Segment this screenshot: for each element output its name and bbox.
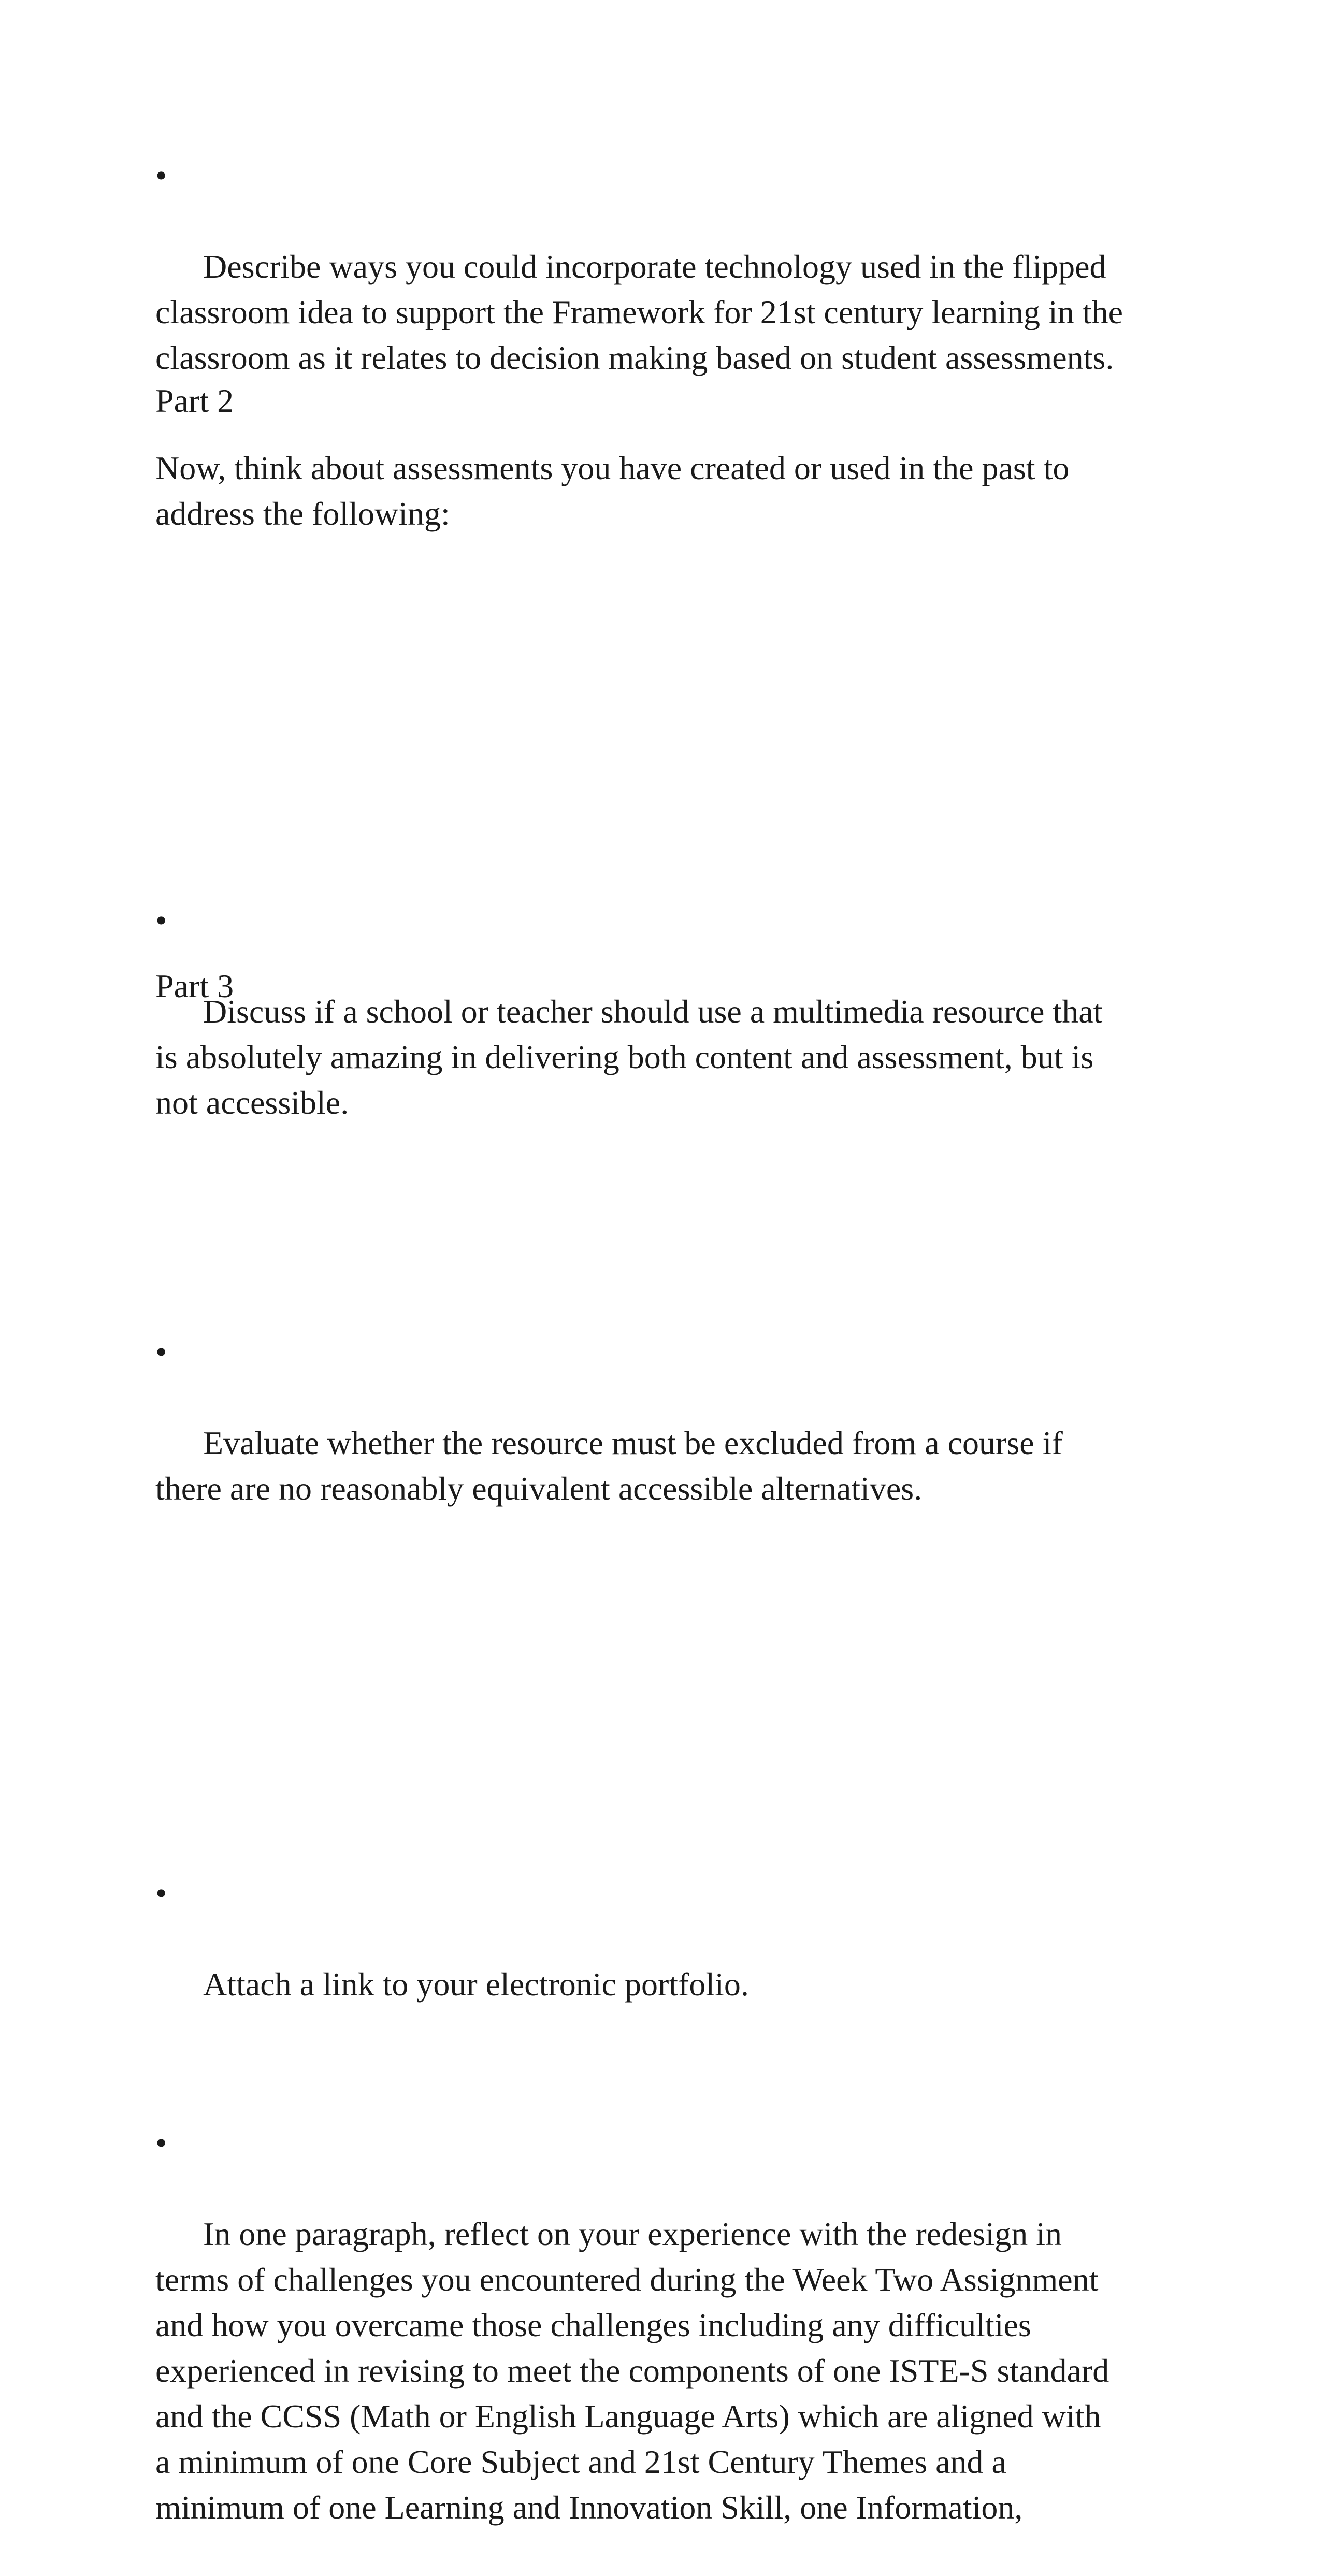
bullet-text: Attach a link to your electronic portfolio. (203, 1966, 749, 2003)
section-intro: Now, think about assessments you have created or used in the past to address the following: (155, 450, 1070, 532)
bullet-item (155, 1329, 1191, 1557)
bullet-item (155, 1870, 1191, 2053)
bullet-text: Describe ways you could incorporate technology used in the flipped classroom idea to support the Framework for 21st century learning in the classroom as it relates to decision making based on student assessments. (155, 248, 1123, 376)
bullet-text: Discuss if a school or teacher should use a multimedia resource that is absolutely amazing in delivering both content and assessment, but is not accessible. (155, 993, 1103, 1121)
section-heading-part-3: Part 3 (155, 968, 234, 1004)
bullet-item (155, 2120, 1191, 2576)
bullet-icon: • (155, 902, 167, 939)
bullet-icon: • (155, 2124, 167, 2161)
bullet-text: Evaluate whether the resource must be excluded from a course if there are no reasonably equivalent accessible alternatives. (155, 1424, 1063, 1507)
bullet-item (155, 898, 1191, 1171)
bullet-text: In one paragraph, reflect on your experience with the redesign in terms of challenges you encountered during the Week Two Assignment and how you overcame those challenges including any difficulties experienced in revising to meet the components of one ISTE-S standard and the CCSS (Math or English Language Arts) which are aligned with a minimum of one Core Subject and 21st Century Themes and a minimum of one Learning and Innovation Skill, one Information, (155, 2215, 1109, 2526)
bullet-icon: • (155, 1333, 167, 1370)
bullet-icon: • (155, 157, 167, 194)
bullet-icon: • (155, 1875, 167, 1911)
section-heading-part-2: Part 2 (155, 382, 234, 419)
